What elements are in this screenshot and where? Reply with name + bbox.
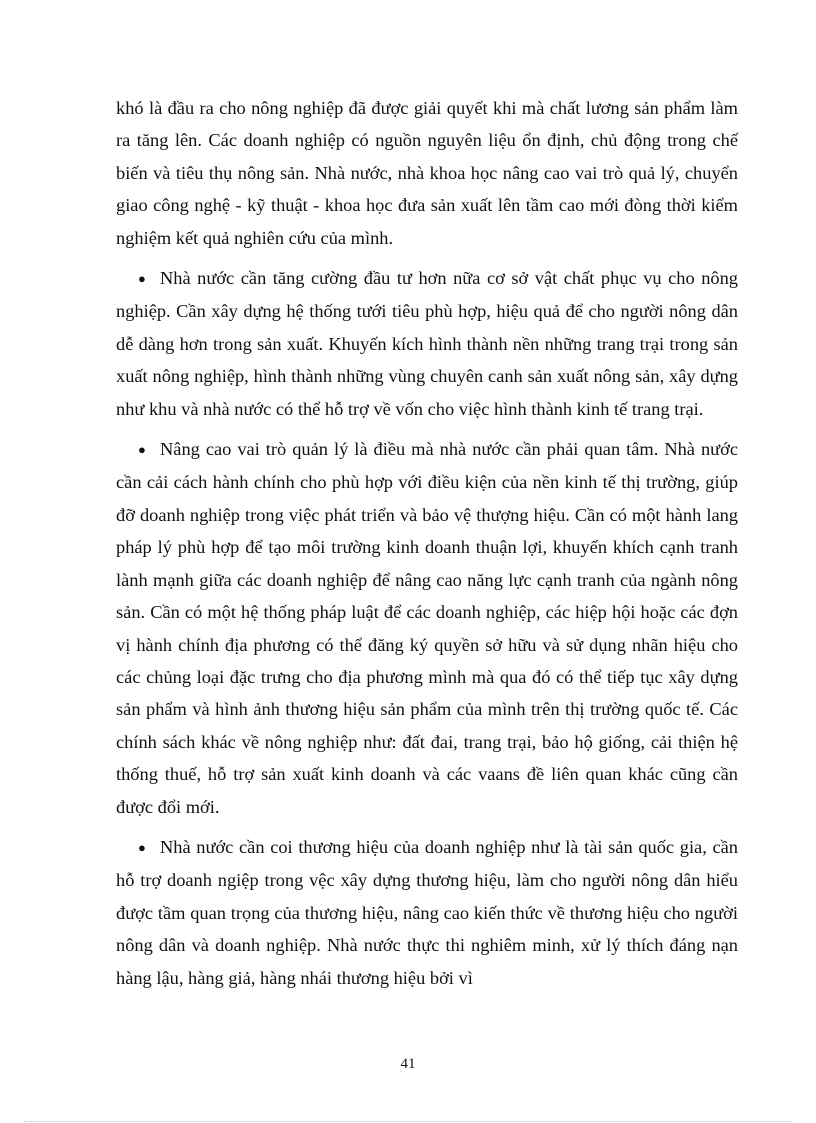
bullet-icon: ●	[138, 839, 146, 855]
bullet-paragraph-brand	[116, 831, 738, 994]
bullet-icon: ●	[138, 271, 146, 287]
bullet-paragraph-text: Nâng cao vai trò quản lý là điều mà nhà nước cần phải quan tâm. Nhà nước cần cải cách hành chính cho phù hợp với điều kiện của nền kinh tế thị trường, giúp đỡ doanh nghiệp trong việc phát triển và bảo vệ thượng hiệu. Cần có một hành lang pháp lý phù hợp để tạo môi trường kinh doanh thuận lợi, khuyến khích cạnh tranh lành mạnh giữa các doanh nghiệp để nâng cao năng lực cạnh tranh của ngành nông sản. Cần có một hệ thống pháp luật để các doanh nghiệp, các hiệp hội hoặc các đợn vị hành chính địa phương có thể đăng ký quyền sở hữu và sử dụng nhãn hiệu cho các chủng loại đặc trưng cho địa phương mình mà qua đó có thể tiếp tục xây dựng sản phẩm và hình ảnh thương hiệu sản phẩm của mình trên thị trường quốc tế. Các chính sách khác về nông nghiệp như: đất đai, trang trại, bảo hộ giống, cải thiện hệ thống thuế, hỗ trợ sản xuất kinh doanh và các vaans đề liên quan khác cũng cần được đổi mới.	[116, 439, 738, 817]
page-edge-divider	[24, 1121, 792, 1122]
bullet-paragraph-infrastructure	[116, 262, 738, 425]
page-number: 41	[400, 1056, 416, 1072]
paragraph-intro: khó là đầu ra cho nông nghiệp đã được giải quyết khi mà chất lương sản phẩm làm ra tăng lên. Các doanh nghiệp có nguồn nguyên liệu ổn định, chủ động trong chế biến và tiêu thụ nông sản. Nhà nước, nhà khoa học nâng cao vai trò quả lý, chuyển giao công nghệ - kỹ thuật - khoa học đưa sản xuất lên tầm cao mới đòng thời kiểm nghiệm kết quả nghiên cứu của mình.	[116, 98, 738, 248]
bullet-paragraph-text: Nhà nước cần coi thương hiệu của doanh nghiệp như là tài sản quốc gia, cần hỗ trợ doanh ngiệp trong vệc xây dựng thương hiệu, làm cho người nông dân hiểu được tầm quan trọng của thương hiệu, nâng cao kiến thức về thương hiệu cho người nông dân và doanh nghiệp. Nhà nước thực thi nghiêm minh, xử lý thích đáng nạn hàng lậu, hàng giả, hàng nhái thương hiệu bởi vì	[116, 836, 738, 988]
bullet-icon: ●	[138, 442, 146, 458]
bullet-paragraph-text: Nhà nước cần tăng cường đầu tư hơn nữa cơ sở vật chất phục vụ cho nông nghiệp. Cần xây dựng hệ thống tưới tiêu phù hợp, hiệu quả để cho người nông dân dễ dàng hơn trong sản xuất. Khuyến kích hình thành nền những trang trại trong sản xuất nông nghiệp, hình thành những vùng chuyên canh sản xuất nông sản, xây dựng như khu và nhà nước có thể hỗ trợ về vốn cho việc hình thành kinh tế trang trại.	[116, 268, 738, 419]
body-text	[116, 92, 738, 994]
bullet-paragraph-management	[116, 433, 738, 823]
